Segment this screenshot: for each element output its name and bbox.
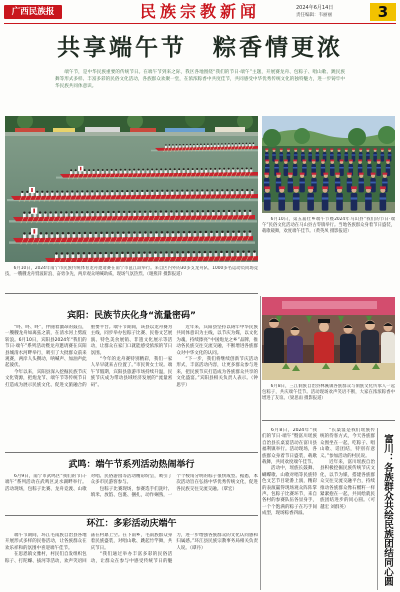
paragraph: 包粽子比赛现场，参赛选手们洗叶、填米、放馅、包裹、捆扎，动作娴熟，一个个棱角分明的粽子很快成型。据悉，本次活动旨在弘扬中华优秀传统文化，促进各民族交往交流交融。（覃宏） <box>90 474 258 499</box>
newspaper-name: 广西民族报 <box>4 5 62 19</box>
page-number-badge: 3 <box>370 3 396 21</box>
article-title-binyang: 宾阳：民族节庆化身“流量密码” <box>67 311 196 321</box>
article-title-fuchuan: 富川：各族群众共绘民族团结同心圆 <box>382 434 393 586</box>
paragraph: “长桌宴是我们瑶族传统的待客方式，今天各族群众围坐在一起，吃粽子、唱山歌、话团结，特别有意义。”参加活动的村民说。 <box>320 428 375 459</box>
issue-date: 2024年6月14日 <box>296 5 334 11</box>
zongzi-making-caption: 6月8日，三江侗族自治县林溪镇各族群众与侗族文化传承人一起包粽子，共庆端午佳节。活动现场欢声笑语不断，大家在浓浓粽香中增进了友谊。（梁思雨 摄影报道） <box>262 384 395 402</box>
paragraph: 活动中，瑶族长鼓舞、蝴蝶歌、山歌对唱等民族特色文艺节目轮番上演，精彩的表演赢得现场观众阵阵掌声。包粽子比赛环节，来自各村的参赛队伍各显身手，一个个饱满的粽子在巧手间成型，现场粽香四溢。 <box>262 466 317 517</box>
paragraph: 近年来，富川瑶族自治县积极挖掘民族传统节庆文化，以节为媒，搭建各族群众交往交流交融平台，持续推动各族群众像石榴籽一样紧紧抱在一起，共同绘就民族团结进步的同心圆。（可越宏 刘群英） <box>320 460 375 510</box>
dancer-figure <box>279 148 283 161</box>
column-divider <box>260 296 261 590</box>
article-title-wuming: 武鸣：端午节系列活动热闹举行 <box>68 460 195 470</box>
paragraph: 在思恩镇文雅村，村民们自发组织包粽子、打陀螺、拔河等活动，欢声笑语回荡在村寨上空。在下南乡，毛南族群众身着民族盛装，对唱山歌、跳起竹竿舞，共庆节日。 <box>5 533 173 564</box>
dragon-boat-caption: 6月10日，2024年南宁市民族传统体育龙舟邀请赛在南宁市邕江段举行。来自区内外的30多支龙舟队、1000多名运动员同场竞技，一艘艘龙舟劈波斩浪、奋勇争先，两岸观众呐喊助威，现场气氛热烈。（谢燕萍 摄影报道） <box>5 266 258 278</box>
dancer-figure <box>288 173 293 193</box>
paragraph: “咚、咚、咚”，伴随着激昂的鼓点，一艘艘龙舟如离弦之箭，在清水河上劈波斩浪。6月10日，宾阳县2024年“我们的节日·端午”系列活动暨龙舟邀请赛在宾阳县城清水河畔举行，吸引了大批群众前来观赛，两岸人头攒动，呐喊声、加油声此起彼伏。 <box>5 325 87 369</box>
dancer-figure <box>347 173 352 193</box>
paragraph: “下一步，我们将继续创新节庆活动形式，丰富活动内容，让更多群众参与进来，把民族节庆打造成为各族群众共享的文化盛宴。”宾阳县相关负责人表示。（钟思宇） <box>176 357 258 388</box>
section-divider <box>5 452 258 453</box>
paragraph: 近年来，宾阳县坚持以铸牢中华民族共同体意识为主线，以节庆为媒，以文化为魂，持续擦亮“中国炮龙之乡”品牌，推动各民族交往交流交融，不断增进各族群众对中华文化的认同。 <box>176 325 258 356</box>
dancer-figure <box>380 186 387 210</box>
zongzi-making-photo <box>262 297 395 380</box>
dancer-figure <box>264 186 271 210</box>
section-divider <box>5 515 258 516</box>
dancer-figure <box>376 160 381 177</box>
dancer-figure <box>373 148 377 161</box>
dancer-figure <box>293 186 300 210</box>
dancer-figure <box>307 186 314 210</box>
editor-credit: 责任编辑：韦丽丽 <box>296 13 332 18</box>
article-body-huanjiang <box>5 533 258 590</box>
paragraph: “我们通过举办丰富多彩的民俗活动，让群众在参与中感受传统节日的魅力，进一步增强各族群众的文化认同感和归属感。”环江县民族宗教事务局相关负责人说。（谭丹） <box>90 533 258 564</box>
paragraph: “今年的龙舟赛特别精彩，我们一家人早早就来占位置了。”市民黄女士说。端午节假期，宾阳县旅游市场持续升温，民族节庆成为带动县域经济发展的“流量密码”。 <box>90 357 173 388</box>
dancer-figure <box>322 186 329 210</box>
article-title-huanjiang: 环江：多彩活动庆端午 <box>86 519 177 529</box>
dancer-figure <box>316 148 320 161</box>
article-body-binyang <box>5 325 258 447</box>
dancer-figure <box>365 186 372 210</box>
dancer-figure <box>381 148 385 161</box>
paragraph: 今年以来，宾阳县深入挖掘民族节庆文化资源，把炮龙节、端午节等传统节日打造成为展示民族文化、促进文旅融合的重要平台。端午节期间，该县以龙舟赛为主线，同步举办包粽子比赛、民俗文艺展演、特色美食展销、非遗文化展示等活动，让群众在家门口就能感受浓浓的节日氛围。 <box>5 325 173 388</box>
dancer-figure <box>370 173 375 193</box>
dancer-figure <box>284 160 289 177</box>
section-title: 民族宗教新闻 <box>139 2 260 21</box>
article-body-fuchuan <box>262 428 375 590</box>
section-divider <box>5 293 258 294</box>
header-divider <box>4 23 396 24</box>
paragraph: 6月8日，2024年“我们的节日·端午”暨富川瑶族自治县长桌宴活动在富川县福利镇举行。活动现场，各族群众身着节日盛装，载歌载舞，共同欢度端午佳节。 <box>262 428 317 466</box>
dancer-figure <box>278 186 285 210</box>
paragraph: 端午节期间，环江毛南族自治县各地开展形式多样的民俗活动，让各族群众在欢乐祥和的氛围中喜迎端午佳节。 <box>5 533 87 551</box>
ethnic-costume-photo <box>262 116 395 213</box>
dancer-figure <box>330 160 335 177</box>
dancer-figure <box>336 186 343 210</box>
ethnic-costume-caption: 6月10日，第五届壮乡端午节暨2024年马山县“我们的节日·端午”民俗文化活动在马山县古零镇举行。当地各族群众身着节日盛装，载歌载舞，欢度端午佳节。（黄英凤 摄影报道） <box>262 217 395 235</box>
paragraph: 6月9日，南宁市武鸣区“我们的节日·端午”系列活动在武鸣区灵水湖畔举行。活动现场，包粽子比赛、龙舟竞渡、山歌对唱、民俗游园等活动精彩纷呈，吸引了众多市民游客参与。 <box>5 474 173 492</box>
feature-intro: 端午节，是中华民族重要的传统节日。在端午节到来之际，我区各地围绕“我们的节日·端午”主题，开展赛龙舟、包粽子、唱山歌、跳民族舞等形式多样、丰富多彩的民俗文化活动，各族群众欢聚一堂，在浓浓粽香中共度佳节，共同感受中华优秀传统文化的独特魅力，进一步铸牢中华民族共同体意识。 <box>55 70 345 90</box>
dancer-figure <box>299 173 304 193</box>
dragon-boat-photo <box>5 116 258 262</box>
dancer-figure <box>308 148 312 161</box>
dancer-figure <box>344 148 348 161</box>
feature-headline: 共享端午节 粽香情更浓 <box>57 34 343 61</box>
section-divider <box>262 420 395 421</box>
dancer-figure <box>293 160 298 177</box>
dancer-figure <box>359 173 364 193</box>
dancer-figure <box>351 186 358 210</box>
column-divider <box>377 428 378 590</box>
article-body-wuming <box>5 474 258 513</box>
